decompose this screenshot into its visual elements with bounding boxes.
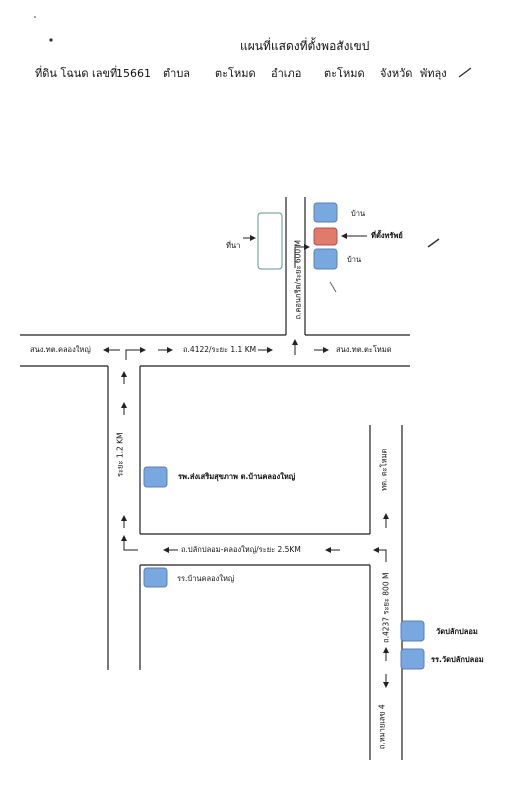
- label-school-2: รร.วัดปลักปลอม: [431, 655, 484, 664]
- speck-mark: [49, 38, 52, 41]
- province-value: พัทลุง: [420, 67, 447, 80]
- label-road-4237: ถ.4237 ระยะ 800 M: [381, 572, 391, 643]
- property-box: [314, 228, 337, 245]
- school-2-box: [401, 649, 424, 669]
- house-top-box: [314, 203, 337, 222]
- label-east-junction: สนง.ทต.ตะโหมด: [336, 345, 392, 354]
- label-property: ที่ตั้งทรัพย์: [371, 231, 403, 240]
- house-bottom-box: [314, 249, 337, 269]
- school-1-box: [144, 568, 167, 587]
- label-temple: วัดปลักปลอม: [436, 627, 478, 636]
- direction-arrows: [104, 236, 389, 687]
- label-field: ที่นา: [226, 241, 241, 250]
- amphoe-label: อำเภอ: [271, 67, 302, 80]
- map-title: แผนที่แสดงที่ตั้งพอสังเขป: [240, 39, 370, 53]
- label-house-top: บ้าน: [351, 209, 366, 218]
- label-road-mid: ถ.ปลักปลอม-คลองใหญ่/ระยะ 2.5KM: [181, 545, 301, 554]
- label-west-junction: สนง.ทต.คลองใหญ่: [30, 345, 91, 354]
- label-to-tamot: ทต. ตะโหมด: [379, 448, 389, 491]
- tambon-label: ตำบล: [163, 67, 191, 80]
- label-highway-4: ถ.หมายเลข 4: [377, 704, 387, 750]
- temple-box: [401, 621, 424, 641]
- check-mark: [459, 68, 471, 77]
- province-label: จังหวัด: [380, 67, 413, 80]
- hospital-box: [144, 467, 167, 487]
- label-house-bottom: บ้าน: [347, 255, 362, 264]
- label-school-1: รร.บ้านคลองใหญ่: [177, 574, 235, 583]
- field-box: [258, 213, 282, 269]
- land-doc-number: 15661: [116, 67, 151, 80]
- tambon-value: ตะโหมด: [215, 67, 256, 80]
- label-road-4122: ถ.4122/ระยะ 1.1 KM: [183, 345, 257, 354]
- land-doc-label: ที่ดิน โฉนด เลขที่: [35, 67, 118, 80]
- speck-mark: [34, 16, 36, 18]
- label-distance-12: ระยะ 1.2 KM: [115, 432, 125, 478]
- amphoe-value: ตะโหมด: [324, 67, 365, 80]
- label-hospital: รพ.ส่งเสริมสุขภาพ ต.บ้านคลองใหญ่: [178, 472, 296, 481]
- check-mark: [428, 239, 439, 247]
- label-road-north: ถ.คอนกรีต/ระยะ 600 M: [293, 239, 303, 320]
- pencil-mark: [330, 282, 336, 292]
